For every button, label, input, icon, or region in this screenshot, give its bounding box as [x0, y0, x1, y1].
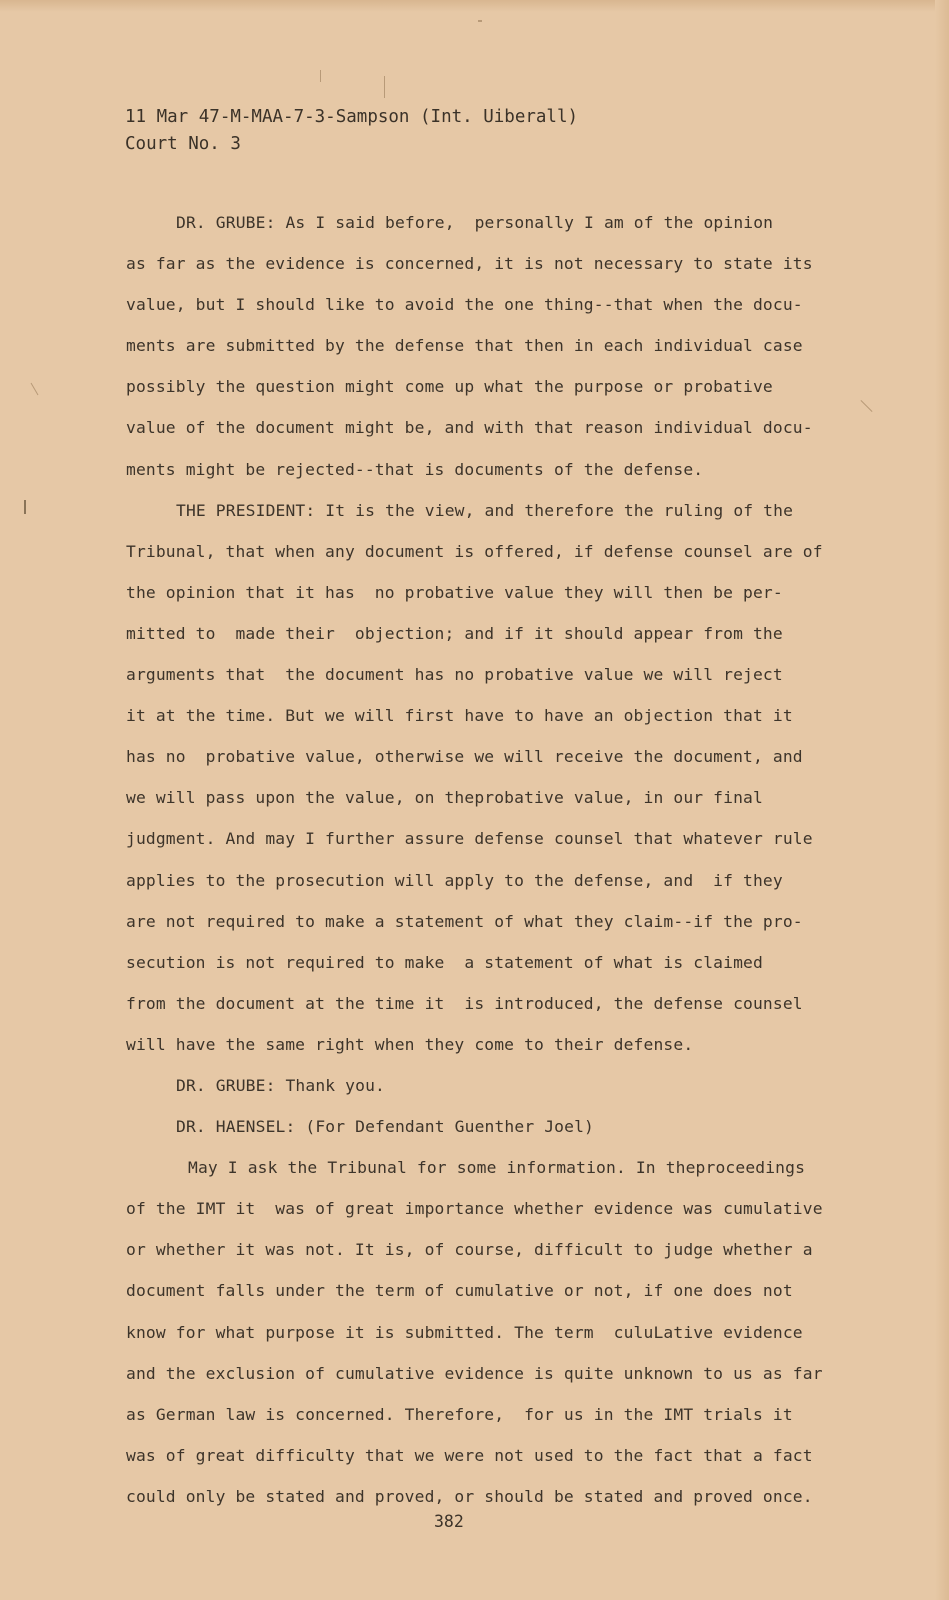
transcript-line: value, but I should like to avoid the one thing--that when the docu-	[126, 295, 803, 315]
transcript-line: could only be stated and proved, or should be stated and proved once.	[126, 1486, 813, 1506]
header-court-number: Court No. 3	[125, 134, 241, 154]
transcript-line: DR. GRUBE: As I said before, personally I am of the opinion	[176, 213, 774, 232]
transcript-line: know for what purpose it is submitted. The term culuLative evidence	[126, 1322, 803, 1342]
paper-scratch	[24, 500, 26, 514]
transcript-line: May I ask the Tribunal for some information. In theproceedings	[188, 1158, 806, 1178]
transcript-line: ments are submitted by the defense that then in each individual case	[126, 336, 803, 356]
transcript-line: Tribunal, that when any document is offered, if defense counsel are of	[126, 541, 823, 561]
paper-scratch	[860, 400, 872, 412]
transcript-line: we will pass upon the value, on theprobative value, in our final	[126, 788, 763, 808]
transcript-line: of the IMT it was of great importance whether evidence was cumulative	[126, 1199, 823, 1219]
transcript-line: and the exclusion of cumulative evidence is quite unknown to us as far	[126, 1363, 823, 1383]
transcript-line: DR. GRUBE: Thank you.	[176, 1075, 385, 1095]
transcript-line: value of the document might be, and with that reason individual docu-	[126, 418, 813, 438]
transcript-line: THE PRESIDENT: It is the view, and therefore the ruling of the	[176, 500, 794, 520]
transcript-line: are not required to make a statement of what they claim--if the pro-	[126, 911, 803, 931]
header-case-reference: 11 Mar 47-M-MAA-7-3-Sampson (Int. Uiberall)	[125, 107, 579, 127]
transcript-line: secution is not required to make a statement of what is claimed	[126, 952, 763, 972]
transcript-line: or whether it was not. It is, of course, difficult to judge whether a	[126, 1240, 813, 1260]
transcript-line: applies to the prosecution will apply to the defense, and if they	[126, 870, 783, 890]
transcript-line: has no probative value, otherwise we will receive the document, and	[126, 747, 803, 767]
document-header	[125, 104, 578, 158]
transcript-line: as far as the evidence is concerned, it is not necessary to state its	[126, 254, 813, 274]
transcript-line: the opinion that it has no probative value they will then be per-	[126, 582, 783, 602]
transcript-line: as German law is concerned. Therefore, for us in the IMT trials it	[126, 1404, 793, 1424]
paper-scratch	[320, 70, 321, 82]
transcript-line: from the document at the time it is introduced, the defense counsel	[126, 993, 803, 1013]
transcript-line: DR. HAENSEL: (For Defendant Guenther Joel)	[176, 1117, 594, 1137]
paper-scratch	[384, 76, 385, 98]
paper-speck	[478, 20, 482, 22]
page-top-edge	[0, 0, 949, 12]
transcript-line: possibly the question might come up what the purpose or probative	[126, 377, 773, 397]
transcript-line: was of great difficulty that we were not used to the fact that a fact	[126, 1445, 813, 1465]
page-right-edge	[935, 0, 949, 1600]
transcript-line: arguments that the document has no probative value we will reject	[126, 665, 783, 685]
transcript-line: judgment. And may I further assure defense counsel that whatever rule	[126, 829, 813, 849]
transcript-line: mitted to made their objection; and if it should appear from the	[126, 623, 783, 643]
paper-scratch	[31, 383, 39, 396]
transcript-line: will have the same right when they come to their defense.	[126, 1034, 694, 1054]
transcript-line: document falls under the term of cumulative or not, if one does not	[126, 1281, 793, 1301]
transcript-line: ments might be rejected--that is documents of the defense.	[126, 459, 704, 479]
page-number: 382	[434, 1512, 464, 1531]
transcript-body	[126, 202, 846, 1517]
transcript-line: it at the time. But we will first have to have an objection that it	[126, 706, 793, 726]
